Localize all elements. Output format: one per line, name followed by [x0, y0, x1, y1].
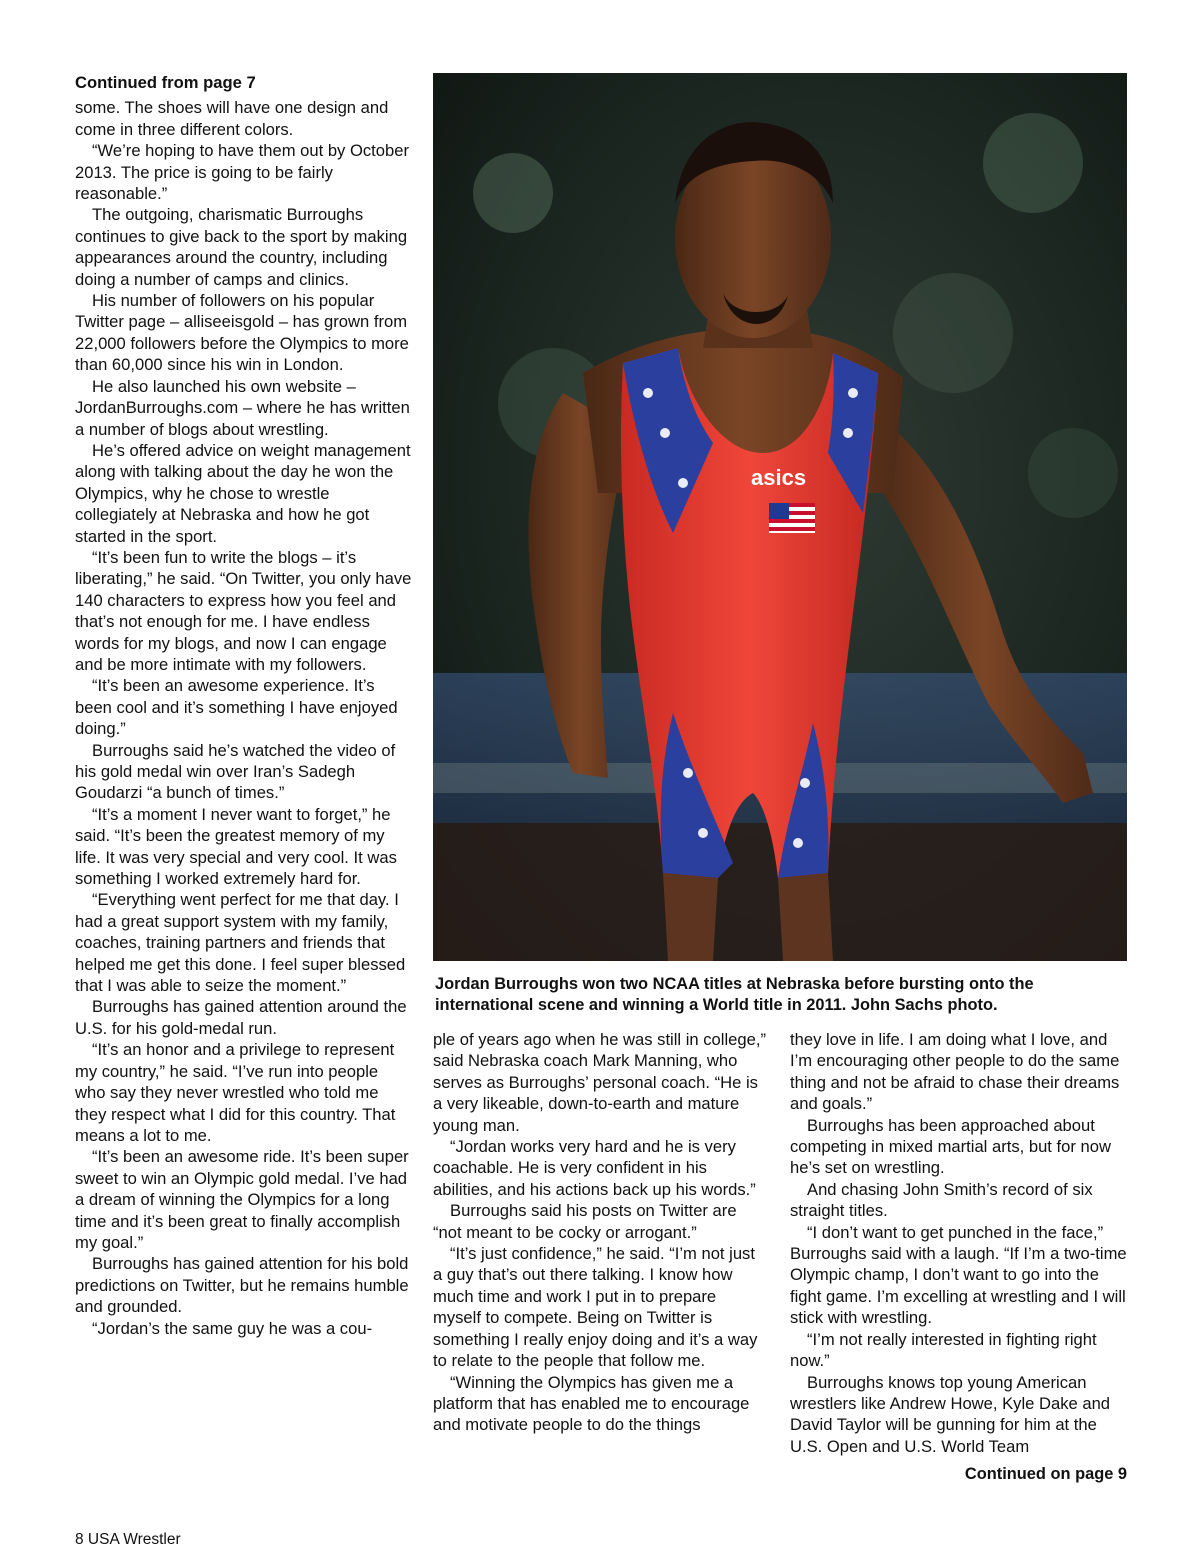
paragraph: “Everything went perfect for me that day. I had a great support system with my family, coaches, training partners and friends that helped me get this done. I feel super blessed that I was able to seize the moment.” — [75, 890, 406, 996]
paragraph: “It’s been fun to write the blogs – it’s liberating,” he said. “On Twitter, you only have 140 characters to express how you feel and that’s not enough for me. I have endless words for my blogs, and now I can engage and be more intimate with my followers. — [75, 547, 412, 674]
paragraph: He’s offered advice on weight management along with talking about the day he won the Olympics, why he chose to wrestle collegiately at Nebraska and how he got started in the sport. — [75, 440, 411, 546]
paragraph: “Jordan’s the same guy he was a cou- — [92, 1318, 373, 1338]
article-column-1 — [75, 72, 413, 1339]
continued-from-heading: Continued from page 7 — [75, 73, 256, 92]
photo-caption: Jordan Burroughs won two NCAA titles at Nebraska before bursting onto the international scene and winning a World title in 2011. John Sachs photo. — [435, 975, 1034, 1015]
page-folio: 8 USA Wrestler — [75, 1531, 181, 1548]
paragraph: “It’s a moment I never want to forget,” he said. “It’s been the greatest memory of my life. It was very special and very cool. It was something I worked extremely hard for. — [75, 804, 397, 889]
paragraph: Burroughs has been approached about competing in mixed martial arts, but for now he’s set on wrestling. — [790, 1115, 1111, 1178]
wrestler-illustration — [433, 73, 1127, 961]
paragraph: some. The shoes will have one design and come in three different colors. — [75, 98, 389, 139]
us-flag-icon — [769, 503, 815, 533]
wrestler-photo — [433, 73, 1127, 961]
paragraph: Burroughs said his posts on Twitter are “not meant to be cocky or arrogant.” — [433, 1201, 737, 1242]
paragraph: “We’re hoping to have them out by October 2013. The price is going to be fairly reasonable.” — [75, 141, 409, 204]
article-column-2 — [433, 1029, 767, 1436]
continued-on-next-page: Continued on page 9 — [964, 1465, 1127, 1483]
paragraph: Burroughs has gained attention around the U.S. for his gold-medal run. — [75, 997, 407, 1038]
paragraph: “It’s an honor and a privilege to represent my country,” he said. “I’ve run into people who say they never wrestled who told me they respect what I did for this country. That means a lot to me. — [75, 1040, 396, 1145]
paragraph: The outgoing, charismatic Burroughs continues to give back to the sport by making appearances around the country, including doing a number of camps and clinics. — [75, 205, 408, 289]
paragraph: “It’s been an awesome ride. It’s been super sweet to win an Olympic gold medal. I’ve had a dream of winning the Olympics for a long time and it’s been great to finally accomplish my goal.” — [75, 1147, 409, 1252]
paragraph: Burroughs has gained attention for his bold predictions on Twitter, but he remains humble and grounded. — [75, 1254, 409, 1317]
paragraph: “Jordan works very hard and he is very coachable. He is very confident in his abilities, and his actions back up his words.” — [433, 1137, 756, 1199]
paragraph: “It’s been an awesome experience. It’s been cool and it’s something I have enjoyed doing.” — [75, 676, 398, 739]
paragraph: “Winning the Olympics has given me a platform that has enabled me to encourage and motivate people to do the things — [433, 1372, 750, 1435]
paragraph: Burroughs said he’s watched the video of his gold medal win over Iran’s Sadegh Goudarzi “a bunch of times.” — [75, 740, 396, 803]
paragraph: ple of years ago when he was still in college,” said Nebraska coach Mark Manning, who serves as Burroughs’ personal coach. “He is a very likeable, down-to-earth and mature young man. — [433, 1030, 766, 1135]
paragraph: “I don’t want to get punched in the face,” Burroughs said with a laugh. “If I’m a two-time Olympic champ, I don’t want to go into the fight game. I’m excelling at wrestling and I will stick with wrestling. — [790, 1222, 1127, 1328]
paragraph: His number of followers on his popular Twitter page – alliseeisgold – has grown from 22,000 followers before the Olympics to more than 60,000 since his win in London. — [75, 291, 409, 375]
paragraph: they love in life. I am doing what I love, and I’m encouraging other people to do the same thing and not be afraid to chase their dreams and goals.” — [790, 1030, 1120, 1114]
paragraph: And chasing John Smith’s record of six straight titles. — [790, 1179, 1093, 1221]
paragraph: Burroughs knows top young American wrestlers like Andrew Howe, Kyle Dake and David Taylor will be gunning for him at the U.S. Open and U.S. World Team — [790, 1372, 1111, 1456]
paragraph: “It’s just confidence,” he said. “I’m not just a guy that’s out there talking. I know how much time and work I put in to prepare myself to compete. Being on Twitter is something I really enjoy doing and it’s a way to relate to the people that follow me. — [433, 1244, 758, 1371]
paragraph: “I’m not really interested in fighting right now.” — [790, 1329, 1097, 1371]
paragraph: He also launched his own website – JordanBurroughs.com – where he has written a number of blogs about wrestling. — [75, 376, 410, 439]
article-column-3 — [790, 1029, 1128, 1457]
singlet-brand-text: asics — [751, 465, 807, 490]
